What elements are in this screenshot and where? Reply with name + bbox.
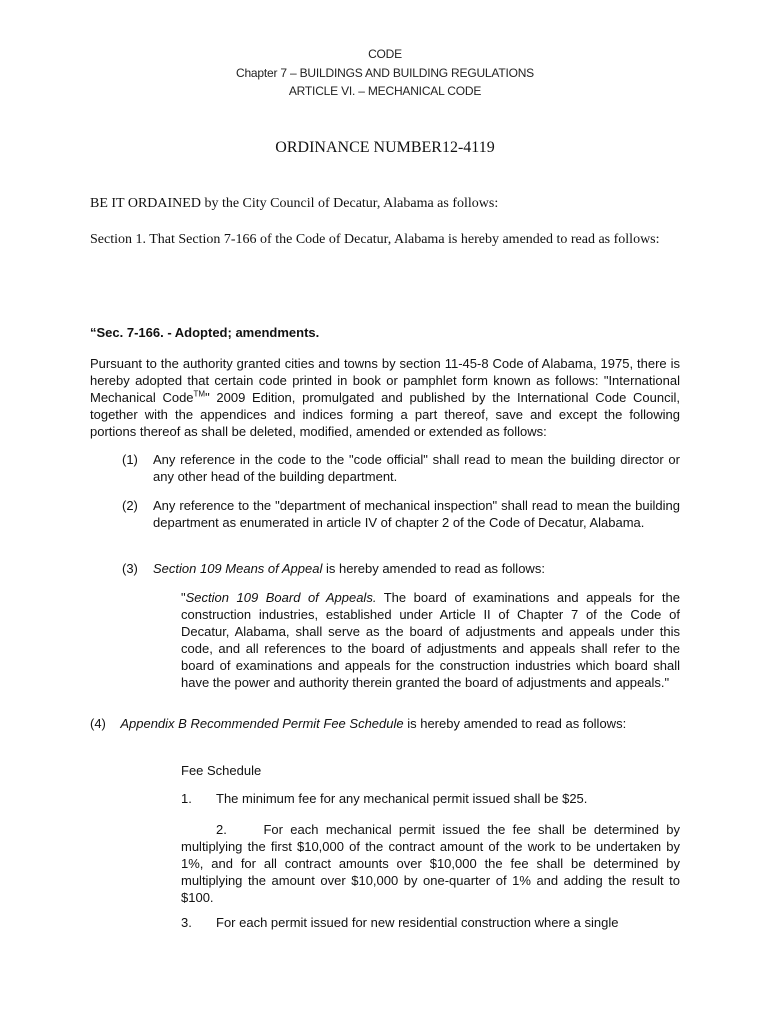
ordained-paragraph: BE IT ORDAINED by the City Council of Decatur, Alabama as follows: [90,196,499,211]
item-3-number: (3) [122,561,138,576]
pursuant-text-1: Pursuant to the authority granted cities and towns by section 11-45-8 Code of Alabama, 1975, there is hereby adopted that certain code printed in book or pamphlet form known as follows: "International Mechanical Code [90,356,680,405]
fee-schedule-title: Fee Schedule [181,763,262,778]
item-2-number: (2) [122,498,138,513]
fee-3-number: 3. [181,915,192,930]
ordinance-title: ORDINANCE NUMBER12-4119 [275,139,495,156]
trademark-mark: TM [193,389,206,399]
pursuant-paragraph [90,355,680,440]
quote-text: The board of examinations and appeals for the construction industries, established under Article II of Chapter 7 of the Code of Decatur, Alabama, shall serve as the board of adjustments and appeals under this code, and all references to the board of adjustments and appeals shall refer to the board of examinations and appeals for the construction industries which board shall have the power and authority therein granted the board of adjustments and appeals." [181,590,680,690]
item-3-quote [181,589,680,691]
item-3-rest: is hereby amended to read as follows: [322,561,545,576]
item-1-number: (1) [122,452,138,467]
quote-italic: Section 109 Board of Appeals. [185,590,377,605]
header-chapter: Chapter 7 – BUILDINGS AND BUILDING REGULATIONS [235,66,534,80]
item-4-italic: Appendix B Recommended Permit Fee Schedule [120,716,404,731]
item-4-rest: is hereby amended to read as follows: [403,716,627,731]
item-4-number: (4) [90,716,106,731]
fee-2-number: 2. [216,822,227,837]
fee-3-text: For each permit issued for new residential construction where a single [216,915,619,930]
section-heading: “Sec. 7-166. - Adopted; amendments. [90,325,320,340]
quote-open: " [181,590,186,605]
section-1-paragraph: Section 1. That Section 7-166 of the Code of Decatur, Alabama is hereby amended to read as follows: [90,232,660,247]
fee-2-text: For each mechanical permit issued the fee shall be determined by multiplying the first $10,000 of the contract amount of the work to be undertaken by 1%, and for all contract amounts over $10,000 the fee shall be determined by multiplying the amount over $10,000 by one-quarter of 1% and adding the result to $100. [181,822,680,905]
header-code: CODE [368,47,402,61]
item-3-italic: Section 109 Means of Appeal [153,561,323,576]
header-article: ARTICLE VI. – MECHANICAL CODE [288,84,482,98]
item-4-paragraph [90,715,680,732]
item-2-text: Any reference to the "department of mechanical inspection" shall read to mean the building department as enumerated in article IV of chapter 2 of the Code of Decatur, Alabama. [153,498,680,530]
fee-1-text: The minimum fee for any mechanical permit issued shall be $25. [216,791,588,806]
fee-1-number: 1. [181,791,192,806]
pursuant-text-2: " 2009 Edition, promulgated and published by the International Code Council, together with the appendices and indices forming a part thereof, save and except the following portions thereof as shall be deleted, modified, amended or extended as follows: [90,390,681,439]
item-1-text: Any reference in the code to the "code official" shall read to mean the building director or any other head of the building department. [153,452,680,484]
fee-2-paragraph [181,821,680,906]
item-3-text [153,560,680,577]
